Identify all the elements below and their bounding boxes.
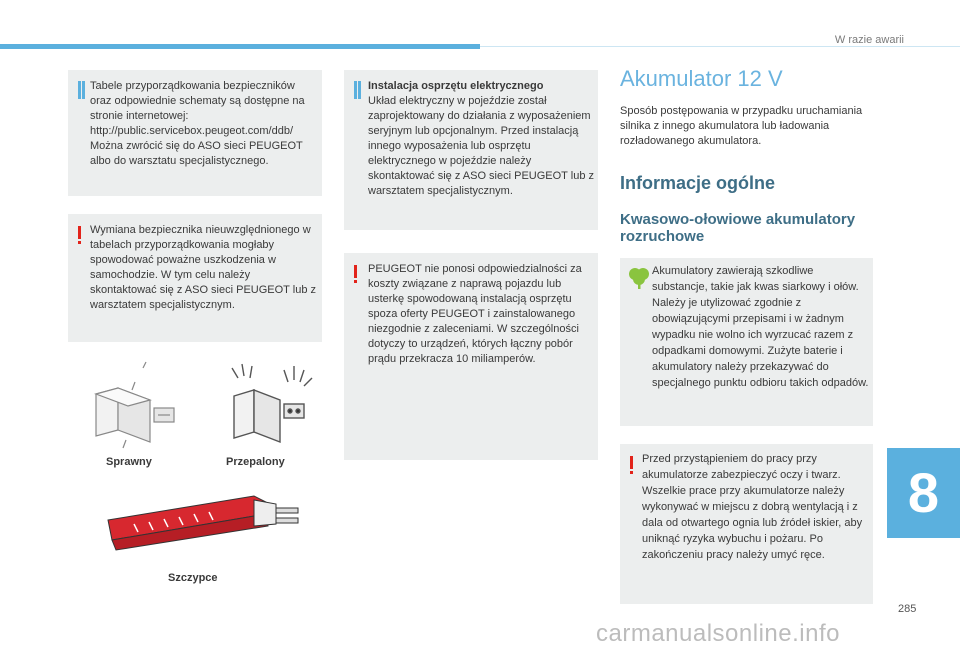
warning-marker-icon — [630, 456, 633, 469]
warning-box-liability — [344, 253, 598, 460]
fuse-blown-caption: Przepalony — [226, 456, 285, 468]
warning-box-text: PEUGEOT nie ponosi odpowiedzialności za koszty związane z naprawą pojazdu lub usterkę spowodowaną instalacją osprzętu spoza oferty PEUGEOT i zainstalowanego niezgodnie z zaleceniami. W szczególności dotyczy to urządzeń, których łączny pobór prądu przekracza 10 miliamperów. — [368, 263, 582, 365]
page-number: 285 — [898, 603, 917, 615]
warning-box-battery — [620, 444, 873, 604]
intro-text: Sposób postępowania w przypadku uruchamiania silnika z innego akumulatora lub ładowania rozładowanego akumulatora. — [620, 105, 863, 147]
warning-marker-icon — [354, 265, 357, 278]
general-heading: Informacje ogólne — [620, 173, 776, 193]
fuse-pliers-illustration — [104, 488, 304, 558]
info-box-title: Instalacja osprzętu elektrycznego — [368, 80, 544, 92]
watermark: carmanualsonline.info — [596, 620, 840, 647]
recycle-tree-icon — [628, 266, 650, 290]
info-marker-icon — [354, 81, 357, 99]
chapter-number: 8 — [907, 461, 940, 524]
fuse-ok-caption: Sprawny — [106, 456, 152, 468]
info-box-fuse-tables — [68, 70, 322, 196]
page-title: Akumulator 12 V — [620, 66, 783, 91]
fuse-ok-illustration — [88, 360, 188, 452]
info-box-text: Tabele przyporządkowania bezpieczników oraz odpowiednie schematy są dostępne na stronie internetowej: http://public.servicebox.peugeot.com/ddb/ Można zwrócić się do ASO sieci PEUGEOT albo do warsztatu specjalistycznego. — [90, 80, 305, 167]
eco-box-text: Akumulatory zawierają szkodliwe substancje, takie jak kwas siarkowy i ołów. Należy je utylizować zgodnie z obowiązującymi przepisami i w żadnym wypadku nie wolno ich wyrzucać razem z odpadkami domowymi. Zużyte baterie i akumulatory należy przekazywać do specjalnego punktu odbioru takich odpadów. — [652, 265, 869, 389]
warning-box-text: Wymiana bezpiecznika nieuwzględnionego w tabelach przyporządkowania mogłaby spowodować poważne uszkodzenia w samochodzie. W tym celu należy skontaktować się z ASO sieci PEUGEOT lub z warsztatem specjalistycznym. — [90, 224, 316, 311]
pliers-caption: Szczypce — [168, 572, 218, 584]
info-marker-icon — [78, 81, 81, 99]
section-title: W razie awarii — [834, 34, 904, 46]
sub-heading: Kwasowo-ołowiowe akumulatory rozruchowe — [620, 211, 856, 245]
warning-box-fuse — [68, 214, 322, 342]
warning-box-text: Przed przystąpieniem do pracy przy akumulatorze zabezpieczyć oczy i twarz. Wszelkie prace przy akumulatorze należy wykonywać w miejscu z dobrą wentylacją i z dala od otwartego ognia lub źródeł iskier, aby uniknąć ryzyka wybuchu i pożaru. Po zakończeniu pracy należy umyć ręce. — [642, 453, 863, 561]
info-box-electrical — [344, 70, 598, 230]
chapter-tab — [887, 448, 960, 538]
warning-marker-icon — [78, 226, 81, 239]
header-accent-bar — [0, 44, 480, 49]
header-line — [480, 46, 960, 47]
info-box-text: Układ elektryczny w pojeździe został zaprojektowany do działania z wyposażeniem seryjnym lub opcjonalnym. Przed instalacją innego wyposażenia lub osprzętu elektrycznego w pojeździe należy skontaktować się z ASO sieci PEUGEOT lub z warsztatem specjalistycznym. — [368, 95, 594, 197]
fuse-blown-illustration — [222, 362, 322, 454]
eco-box-battery — [620, 258, 873, 426]
